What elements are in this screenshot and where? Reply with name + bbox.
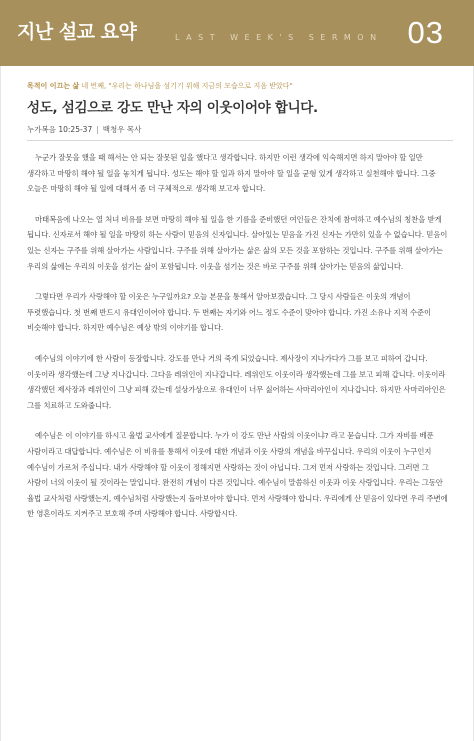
series-line xyxy=(27,81,457,91)
sermon-title: 성도, 섬김으로 강도 만난 자의 이웃이어야 합니다. xyxy=(27,100,318,116)
section-header xyxy=(0,0,474,66)
page-frame-left xyxy=(0,66,1,741)
body-paragraph: 그렇다면 우리가 사랑해야 할 이웃은 누구일까요? 오늘 본문을 통해서 알아보겠습니다. 그 당시 사람들은 이웃의 개념이 뚜렷했습니다. 첫 번째 반드시 유대인이어야 합니다. 두 번째는 자기와 어느 정도 수준이 맞아야 합니다. 가진 소유나 지적 수준이 비슷해야 합니다. 하지만 예수님은 예상 밖의 이야기를 합니다. xyxy=(27,292,431,333)
body-paragraph: 마태복음에 나오는 열 처녀 비유를 보면 마땅히 해야 될 일을 한 기름을 준비했던 여인들은 잔치에 참여하고 예수님의 칭찬을 받게 됩니다. 신자로서 해야 될 일을 마땅히 하는 사람이 믿음의 신자입니다. 살아있는 믿음을 가진 신자는 가만히 있을 수 없습니다. 믿음이 있는 신자는 구주를 위해 살아가는 사람입니다. 구주를 위해 살아가는 삶은 삶의 모든 것을 포함하는 것입니다. 구주를 위해 살아가는 우리의 삶에는 우리의 이웃을 섬기는 삶이 포함됩니다. 이웃을 섬기는 것은 바로 구주를 위해 살아가는 믿음의 삶입니다. xyxy=(27,214,448,271)
sermon-reference xyxy=(27,124,457,135)
series-episode: 네 번째, xyxy=(79,82,109,90)
body-paragraph: 누군가 잘못을 했을 때 해서는 안 되는 잘못된 일을 했다고 생각합니다. 하지만 이런 생각에 익숙해지면 하지 말아야 할 일만 생각하고 마땅히 해야 될 일을 놓치게 됩니다. 성도는 해야 할 일과 하지 말아야 할 일을 균형 있게 생각하고 실천해야 합니다. 그중 오늘은 마땅히 해야 될 일에 대해서 좀 더 구체적으로 생각해 보고자 합니다. xyxy=(27,153,436,194)
series-name: 목적이 이끄는 삶 xyxy=(27,82,80,90)
section-number: 03 xyxy=(407,15,444,50)
sermon-body xyxy=(27,150,449,537)
reference-separator: | xyxy=(96,125,99,134)
section-title: 지난 설교 요약 xyxy=(17,21,137,43)
body-paragraph: 예수님은 이 이야기를 하시고 율법 교사에게 질문합니다. 누가 이 강도 만난 사람의 이웃이냐? 라고 묻습니다. 그가 자비를 베푼 사람이라고 대답합니다. 예수님은 이 비유를 통해서 이웃에 대한 개념과 이웃 사랑의 개념을 바꾸십니다. 우리의 이웃이 누구인지 예수님이 가르쳐 주십니다. 내가 사랑해야 할 이웃이 정해지면 사랑하는 것이 아닙니다. 그저 먼저 사랑하는 것입니다. 그러면 그 사람이 너의 이웃이 될 것이라는 말입니다. 완전히 개념이 다른 것입니다. 예수님이 말씀하신 이웃과 이웃 사랑입니다. 우리는 그동안 율법 교사처럼 사랑했는지, 예수님처럼 사랑했는지 돌아보아야 합니다. 먼저 사랑해야 합니다. 우리에게 산 믿음이 있다면 우리 주변에 한 영혼이라도 지켜주고 보호해 주며 사랑해야 합니다. 사랑합시다. xyxy=(27,431,448,519)
divider xyxy=(27,140,453,141)
section-subtitle: LAST WEEK'S SERMON xyxy=(175,33,383,42)
preacher-name: 백청우 목사 xyxy=(102,125,142,134)
body-paragraph: 예수님의 이야기에 한 사람이 등장합니다. 강도를 만나 거의 죽게 되었습니다. 제사장이 지나가다가 그를 보고 피하여 갑니다. 이웃이라 생각했는데 그냥 지나갑니다. 그다음 레위인이 지나갑니다. 레위인도 이웃이라 생각했는데 그를 보고 피해 갑니다. 이웃이라 생각했던 제사장과 레위인이 그냥 피해 갔는데 설상가상으로 유대인이 너무 싫어하는 사마리아인이 지나갑니다. 하지만 사마리아인은 그를 치료하고 도와줍니다. xyxy=(27,353,446,410)
series-quote: "우리는 하나님을 섬기기 위해 지금의 모습으로 지음 받았다" xyxy=(108,82,293,90)
scripture-reference: 누가복음 10:25-37 xyxy=(27,125,93,134)
